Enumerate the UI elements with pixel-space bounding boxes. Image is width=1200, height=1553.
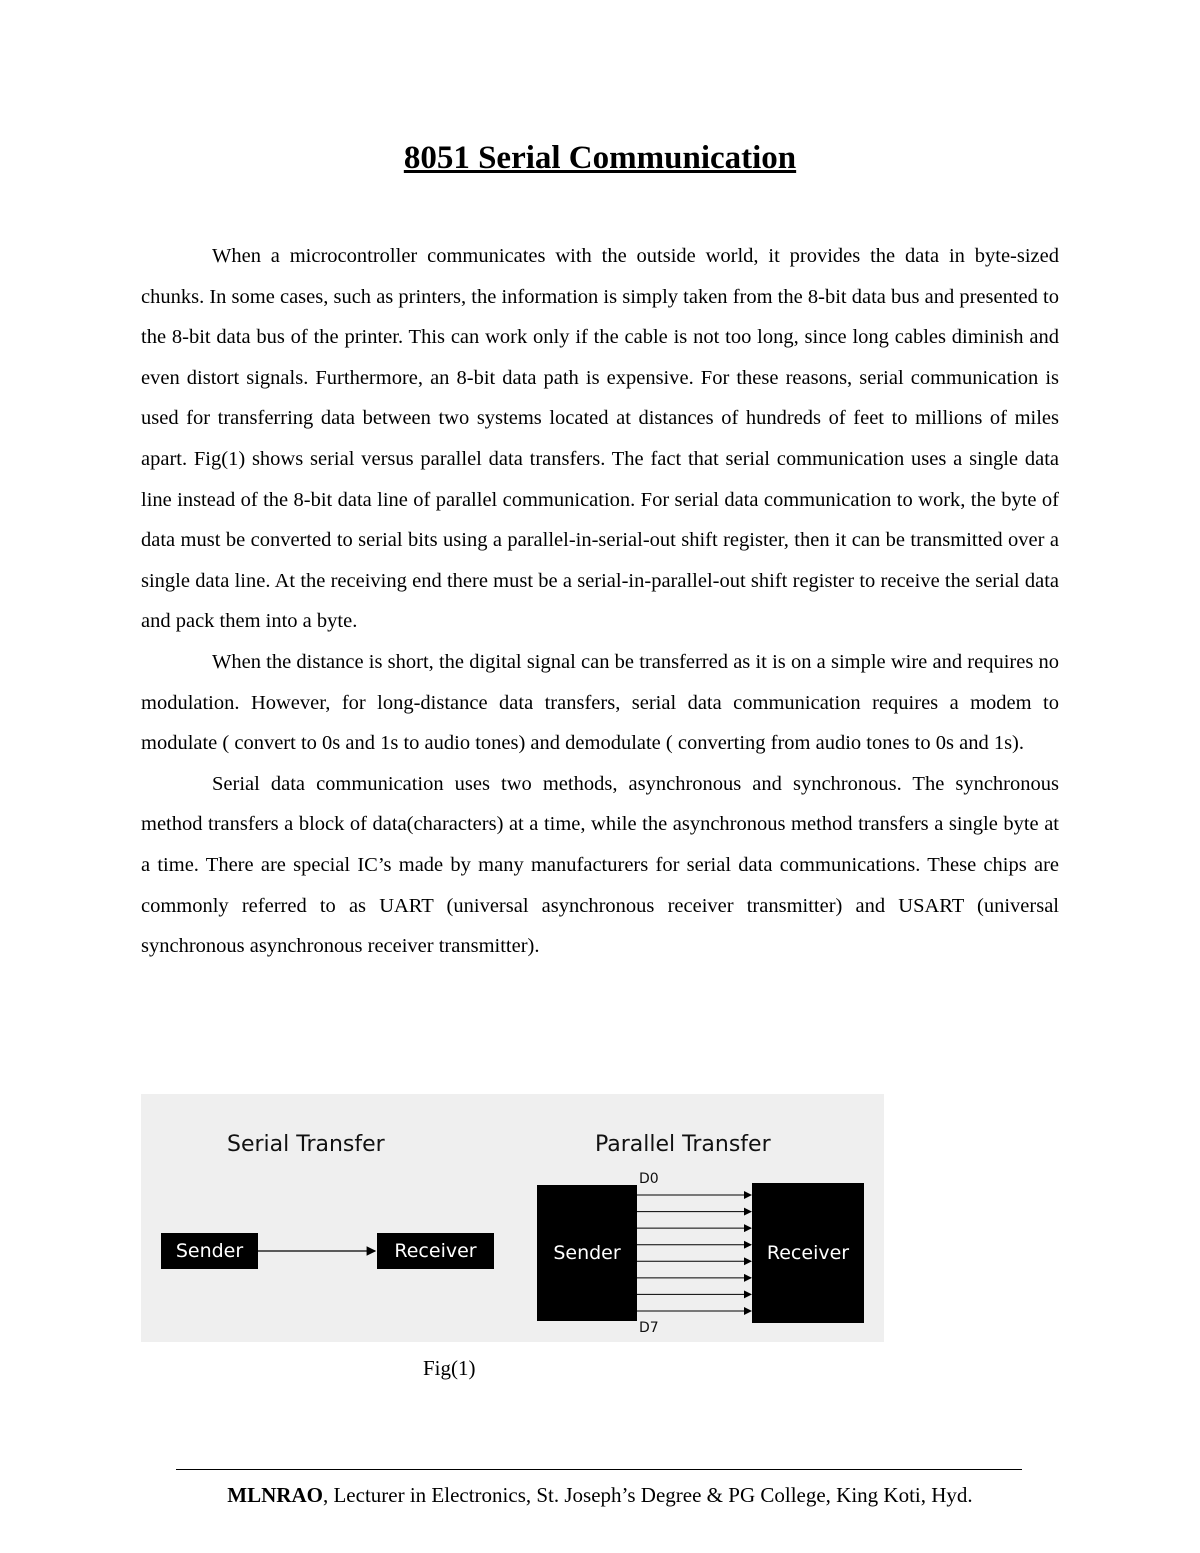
paragraph-1: When a microcontroller communicates with the outside world, it provides the data in byte-sized chunks. In some cases, such as printers, the information is simply taken from the 8-bit data bus and presented to the 8-bit data bus of the printer. This can work only if the cable is not too long, since long cables diminish and even distort signals. Furthermore, an 8-bit data path is expensive. For these reasons, serial communication is used for transferring data between two systems located at distances of hundreds of feet to millions of miles apart. Fig(1) shows serial versus parallel data transfers. The fact that serial communication uses a single data line instead of the 8-bit data line of parallel communication. For serial data communication to work, the byte of data must be converted to serial bits using a parallel-in-serial-out shift register, then it can be transmitted over a single data line. At the receiving end there must be a serial-in-parallel-out shift register to receive the serial data and pack them into a byte. xyxy=(141,245,1059,633)
footer-author: MLNRAO xyxy=(227,1483,323,1507)
figure-caption: Fig(1) xyxy=(423,1356,476,1380)
footer-rule xyxy=(176,1469,1022,1470)
paragraph-2: When the distance is short, the digital signal can be transferred as it is on a simple wire and requires no modulation. However, for long-distance data transfers, serial data communication requires a modem to modulate ( convert to 0s and 1s to audio tones) and demodulate ( converting from audio tones to 0s and 1s). xyxy=(141,650,1059,755)
paragraph-3: Serial data communication uses two methods, asynchronous and synchronous. The synchronous method transfers a block of data(characters) at a time, while the asynchronous method transfers a single byte at a time. There are special IC’s made by many manufacturers for serial data communications. These chips are commonly referred to as UART (universal asynchronous receiver transmitter) and USART (universal synchronous asynchronous receiver transmitter). xyxy=(141,772,1059,958)
wire-label-d7: D7 xyxy=(639,1320,659,1336)
footer-affiliation: , Lecturer in Electronics, St. Joseph’s Degree & PG College, King Koti, Hyd. xyxy=(322,1483,973,1507)
parallel-data-lines xyxy=(637,1185,753,1321)
serial-transfer-heading: Serial Transfer xyxy=(227,1132,385,1157)
figure-serial-vs-parallel xyxy=(141,1094,884,1342)
page-title: 8051 Serial Communication xyxy=(403,140,797,176)
parallel-transfer-heading: Parallel Transfer xyxy=(595,1132,771,1157)
body-text xyxy=(141,236,1059,967)
parallel-sender-box: Sender xyxy=(537,1185,637,1321)
serial-data-line xyxy=(258,1242,378,1260)
wire-label-d0: D0 xyxy=(639,1171,659,1187)
serial-sender-box: Sender xyxy=(161,1233,258,1269)
parallel-receiver-box: Receiver xyxy=(752,1183,864,1323)
footer xyxy=(0,1483,1200,1508)
serial-receiver-box: Receiver xyxy=(377,1233,494,1269)
